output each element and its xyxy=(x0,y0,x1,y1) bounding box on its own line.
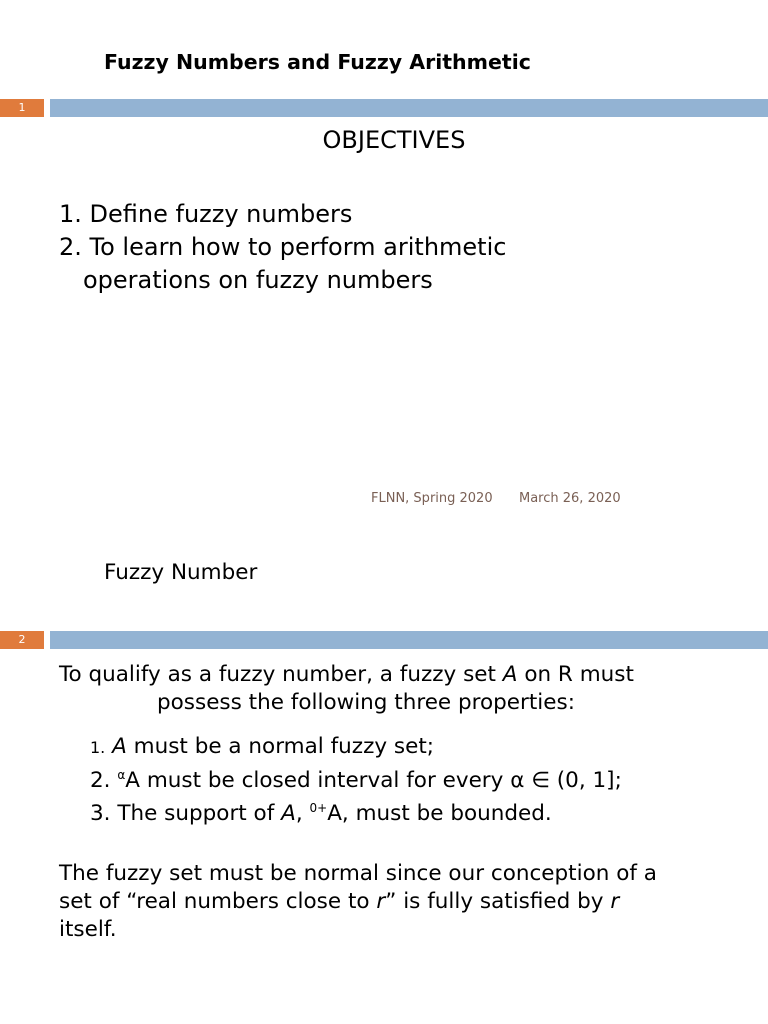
objective-item-2: 2. To learn how to perform arithmetic xyxy=(59,233,507,261)
objective-item-2-continued: operations on fuzzy numbers xyxy=(83,266,433,294)
slide1-title: Fuzzy Numbers and Fuzzy Arithmetic xyxy=(104,50,531,74)
conclusion-line-2: set of “real numbers close to r” is fully satisfied by r xyxy=(59,889,620,914)
slide2-number-badge: 2 xyxy=(0,631,44,649)
properties-list xyxy=(90,730,622,830)
footer-course: FLNN, Spring 2020 xyxy=(371,491,493,506)
property-3: 3. The support of A, $^{0+}$A, must be bounded. xyxy=(90,800,552,826)
slide1-header-band xyxy=(50,99,768,117)
slide1-number-badge: 1 xyxy=(0,99,44,117)
footer-date: March 26, 2020 xyxy=(519,491,621,506)
intro-paragraph-line-1: To qualify as a fuzzy number, a fuzzy set A on R must xyxy=(59,662,634,687)
slide2-header-band xyxy=(50,631,768,649)
slide2-title: Fuzzy Number xyxy=(104,560,258,585)
objective-item-1: 1. Define fuzzy numbers xyxy=(59,200,353,228)
conclusion-line-1: The fuzzy set must be normal since our conception of a xyxy=(59,861,657,886)
property-1: 1. A must be a normal fuzzy set; xyxy=(90,734,435,759)
objectives-heading: OBJECTIVES xyxy=(322,126,466,154)
intro-paragraph-line-2: possess the following three properties: xyxy=(157,690,575,715)
objectives-list xyxy=(59,198,506,297)
property-2: 2. $^\alpha$A must be closed interval for every α ∈ (0, 1]; xyxy=(90,767,622,793)
conclusion-line-3: itself. xyxy=(59,917,117,942)
